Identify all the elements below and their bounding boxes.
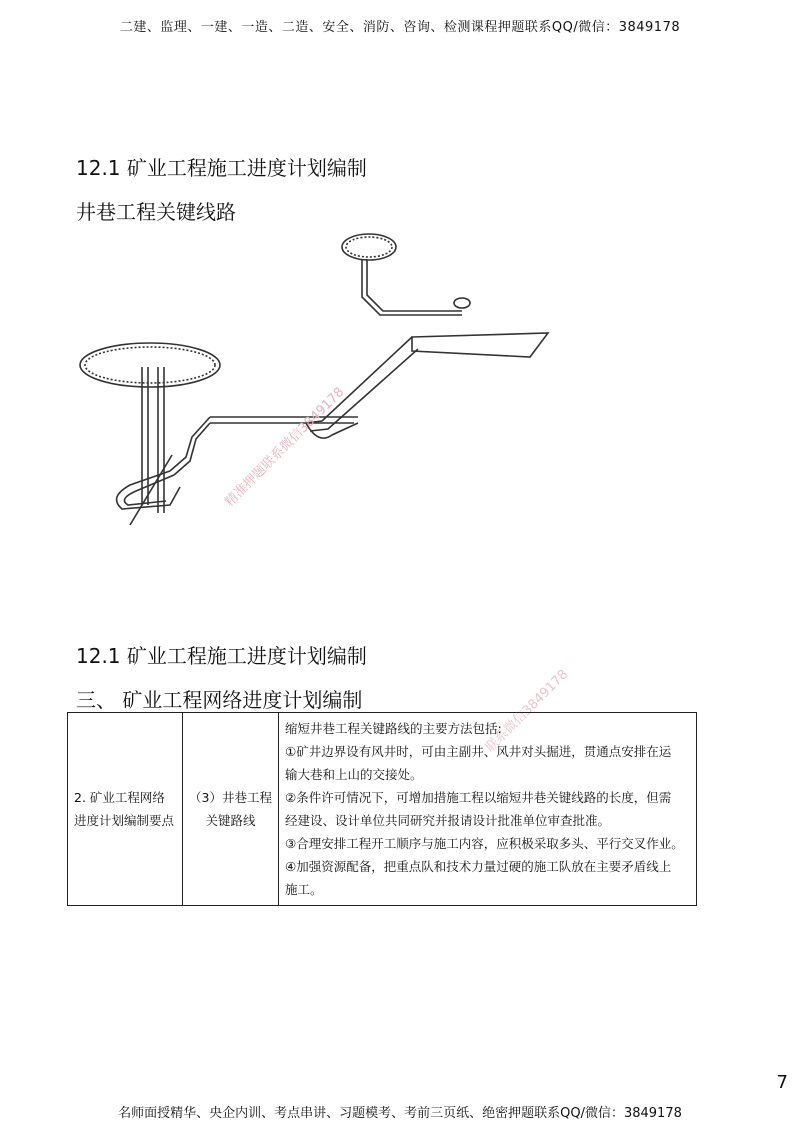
section-title-2: 12.1 矿业工程施工进度计划编制 (76, 644, 367, 668)
air-shaft-line (362, 259, 462, 315)
content-line: 施工。 (285, 882, 323, 897)
diagram-watermark: 精准押题联系微信3849178 (222, 384, 348, 510)
page-footer: 名师面授精华、央企内训、考点串讲、习题模考、考前三页纸、绝密押题联系QQ/微信：3849178 (118, 1106, 682, 1121)
table-cell-content (279, 713, 697, 906)
mine-shaft-diagram (60, 225, 580, 525)
section-watermark: 联系微信3849178 (482, 667, 572, 756)
air-shaft-ring (342, 234, 396, 260)
table-cell-topic: 2. 矿业工程网络进度计划编制要点 (68, 713, 183, 906)
table-row (68, 713, 697, 906)
section-subtitle-2: 三、 矿业工程网络进度计划编制 (76, 688, 363, 712)
content-line: 缩短井巷工程关键路线的主要方法包括: (285, 721, 502, 736)
upper-panel (412, 333, 548, 357)
page-number: 7 (776, 1072, 788, 1093)
content-line: ①矿井边界设有风井时，可由主副井、风井对头掘进，贯通点安排在运 (285, 744, 672, 759)
content-line: ②条件许可情况下，可增加措施工程以缩短井巷关键线路的长度，但需 (285, 790, 672, 805)
schedule-table (67, 712, 697, 906)
content-line: ④加强资源配备，把重点队和技术力量过硬的施工队放在主要矛盾线上 (285, 859, 672, 874)
table-cell-item: （3）井巷工程关键路线 (183, 713, 279, 906)
page-header: 二建、监理、一建、一造、二造、安全、消防、咨询、检测课程押题联系QQ/微信：3849178 (119, 20, 681, 35)
main-shaft-ring (80, 343, 220, 387)
content-line: 经建设、设计单位共同研究并报请设计批准单位审查批准。 (285, 813, 611, 828)
diagram-heading: 井巷工程关键线路 (76, 200, 236, 224)
content-line: ③合理安排工程开工顺序与施工内容，应积极采取多头、平行交叉作业。 (285, 836, 684, 851)
content-line: 输大巷和上山的交接处。 (285, 767, 423, 782)
section-title-1: 12.1 矿业工程施工进度计划编制 (76, 156, 367, 180)
